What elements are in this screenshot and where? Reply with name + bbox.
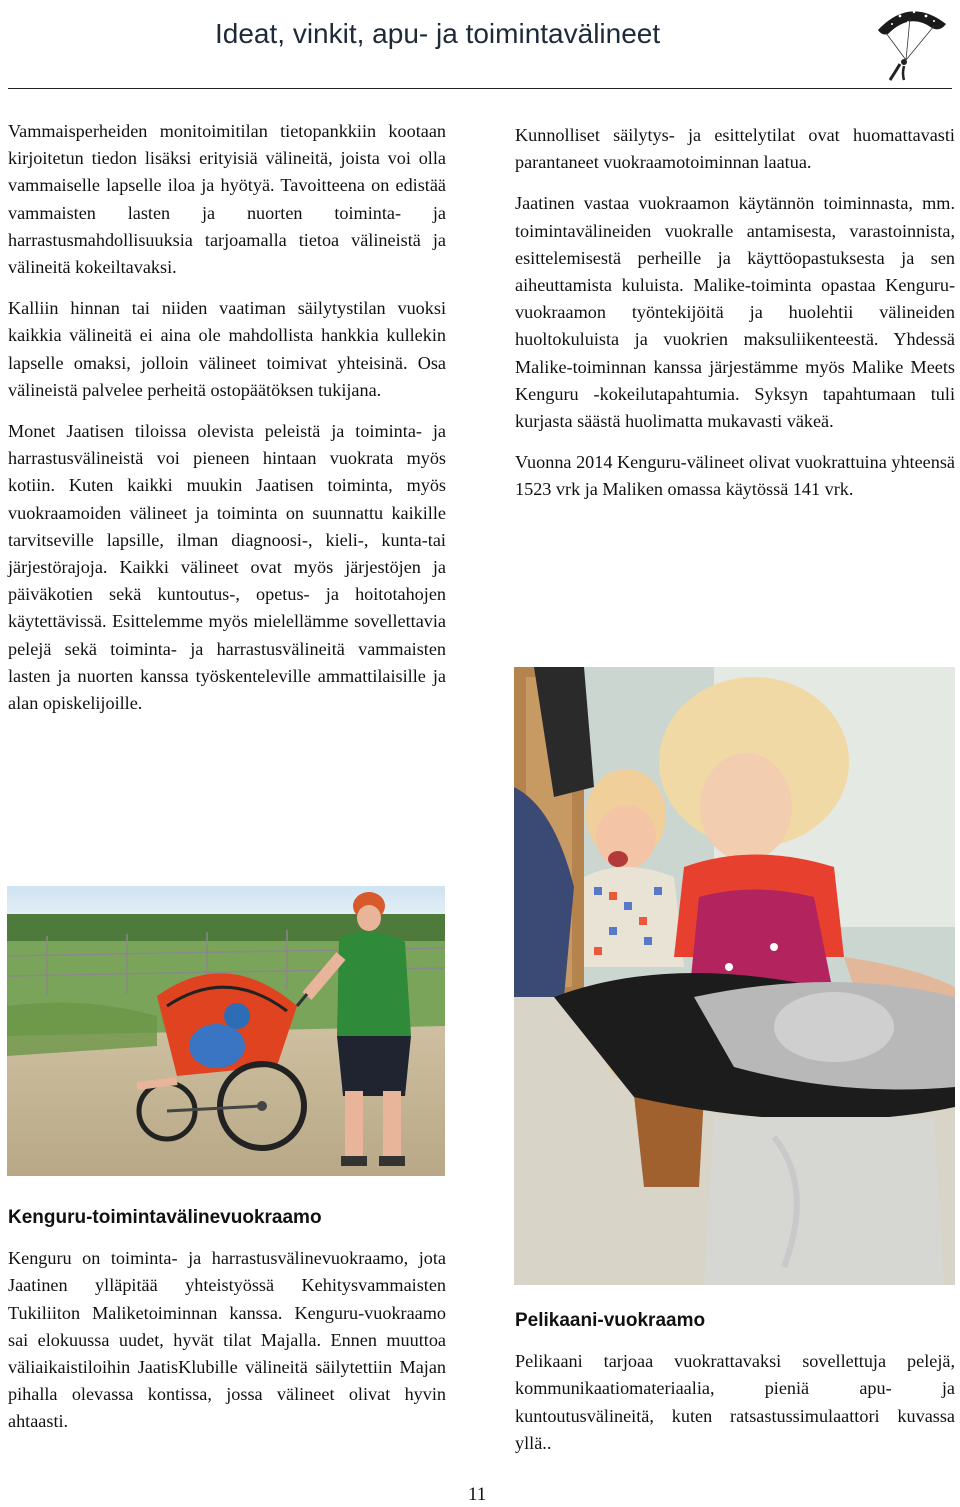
right-column <box>515 122 955 518</box>
kenguru-section <box>8 1204 446 1450</box>
page-title: Ideat, vinkit, apu- ja toimintavälineet <box>215 18 661 49</box>
page-number: 11 <box>468 1484 487 1505</box>
rental-paragraph: Monet Jaatisen tiloissa olevista peleistä ja toiminta- ja harrastusvälineistä voi pieneen hintaan vuokrata myös kotiin. Kuten kaikki muukin Jaatisen toiminta, myös vuokraamoiden välineet ja toiminta on suunnattu kaikille tarvitseville lapsille, ilman diagnoosi-, kieli-, kunta-tai järjestörajoja. Kaikki välineet ovat myös järjestöjen ja päiväkotien sekä kuntoutus-, opetus- ja hoitotahojen käytettävissä. Esittelemme myös mielellämme sovellettavia pelejä sekä toiminta- ja harrastusvälineitä vammaisten lasten ja nuorten kanssa työskenteleville ammattilaisille ja alan opiskelijoille. <box>8 421 446 714</box>
stroller-photo <box>7 886 445 1176</box>
header-divider <box>8 88 952 89</box>
statistics-paragraph: Vuonna 2014 Kenguru-välineet olivat vuokrattuina yhteensä 1523 vrk ja Maliken omassa käytössä 141 vrk. <box>515 452 955 500</box>
pelikaani-section <box>515 1307 955 1471</box>
pelikaani-text: Pelikaani tarjoaa vuokrattavaksi sovellettuja pelejä, kommunikaatiomateriaalia, pieniä apu- ja kuntoutusvälineitä, kuten ratsastussimulaattori kuvassa yllä.. <box>515 1351 955 1453</box>
storage-paragraph: Kalliin hinnan tai niiden vaatiman säilytystilan vuoksi kaikkia välineitä ei aina ole mahdollista hankkia kullekin lapselle omaksi, jolloin välineet toimivat yhteisinä. Osa välineistä palvelee perheitä ostopäätöksen tukijana. <box>8 298 446 400</box>
storage-quality-paragraph: Kunnolliset säilytys- ja esittelytilat ovat huomattavasti parantaneet vuokraamotoiminnan laatua. <box>515 125 955 173</box>
operations-paragraph: Jaatinen vastaa vuokraamon käytännön toiminnasta, mm. toimintavälineiden vuokralle antamisesta, varastoinnista, esittelemisestä perheille ja käyttöopastuksesta ja sen aiheuttamista kuluista. Malike-toiminta opastaa Kenguru-vuokraamon työntekijöitä ja huolehtii välineiden huoltokuluista ja vuokrien maksuliikenteestä. Yhdessä Malike-toiminnan kanssa järjestämme myös Malike Meets Kenguru -kokeilutapahtumia. Syksyn tapahtumaan tuli kurjasta säästä huolimatta mukavasti väkeä. <box>515 193 955 432</box>
left-column <box>8 118 446 731</box>
intro-paragraph: Vammaisperheiden monitoimitilan tietopankkiin kootaan kirjoitetun tiedon lisäksi erityisiä välineitä, joista voi olla vammaiselle lapselle iloa ja hyötyä. Tavoitteena on edistää vammaisten lasten ja nuorten toiminta- ja harrastusmahdollisuuksia tarjoamalla tietoa välineistä ja välineitä kokeiltavaksi. <box>8 121 446 278</box>
pelikaani-heading: Pelikaani-vuokraamo <box>515 1310 706 1331</box>
kenguru-text: Kenguru on toiminta- ja harrastusvälinevuokraamo, jota Jaatinen ylläpitää yhteistyössä Kehitysvammaisten Tukiliiton Maliketoiminnan kanssa. Kenguru-vuokraamo sai elokuussa uudet, hyvät tilat Majalla. Ennen muuttoa väliaikaistiloihin JaatisKlubille välineitä säilytettiin Majan pihalla olevassa kontissa, jossa välineet olivat hyvin ahtaasti. <box>8 1248 446 1432</box>
paraglider-logo-icon <box>870 2 952 82</box>
children-photo <box>514 667 955 1285</box>
kenguru-heading: Kenguru-toimintavälinevuokraamo <box>8 1207 322 1228</box>
